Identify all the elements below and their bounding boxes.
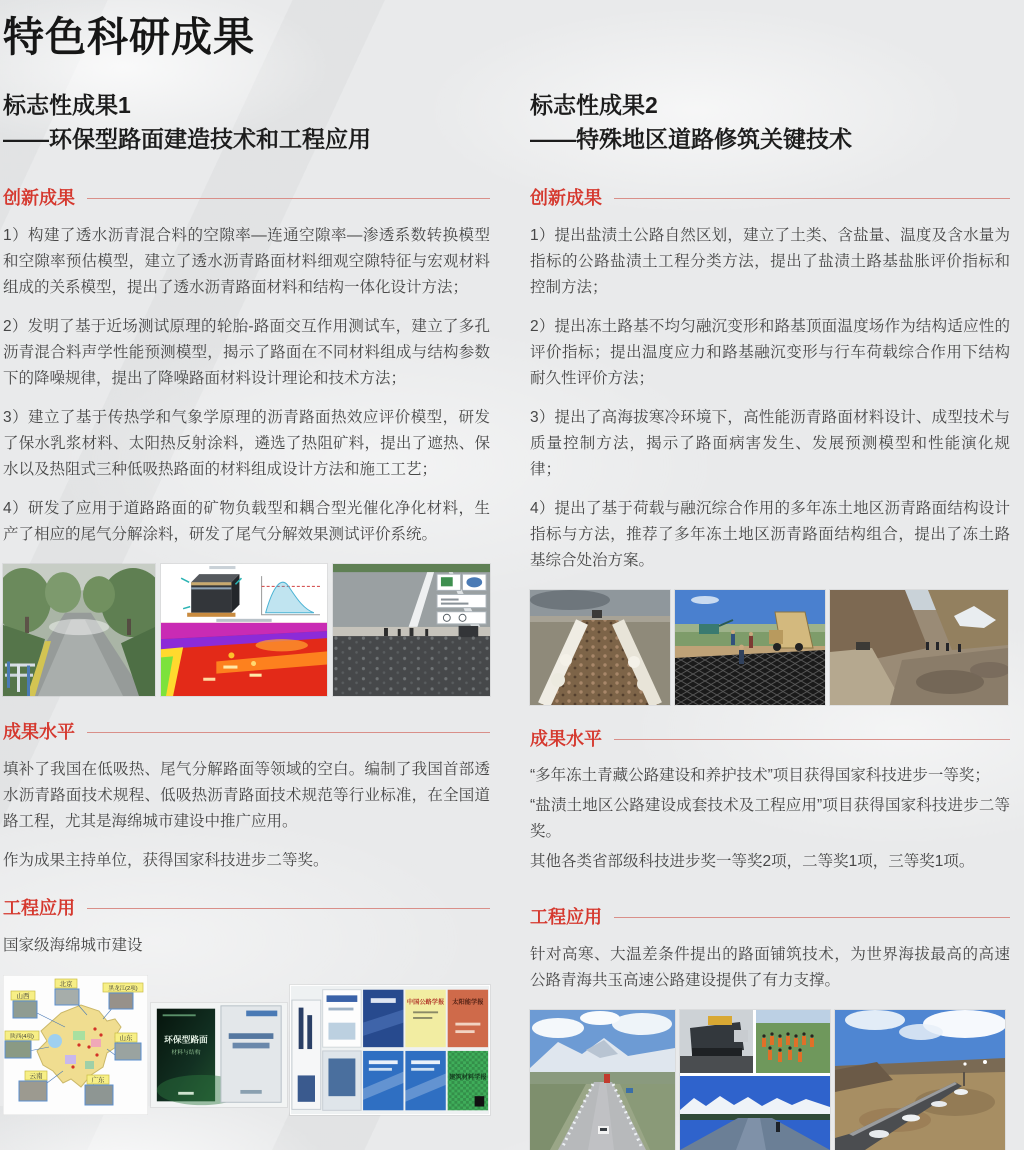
level1-paragraph-2: 作为成果主持单位，获得国家科技进步二等奖。	[3, 852, 329, 869]
svg-text:太阳能学报: 太阳能学报	[452, 998, 484, 1006]
photo-technical-books	[151, 1003, 287, 1107]
map-callout-beijing	[55, 979, 79, 1005]
photo-plateau-road	[835, 1010, 1005, 1150]
innovation2-paragraph-1: 1）提出盐渍土公路自然区划，建立了土类、含盐量、温度及含水量为指标的公路盐渍土工程分类方法，提出了盐渍土路基盐胀评价指标和控制方法；	[530, 227, 1010, 296]
application2-paragraph-1: 针对高寒、大温差条件提出的路面铺筑技术，为世界海拔最高的高速公路青海共玉高速公路建设提供了有力支撑。	[530, 946, 1010, 989]
photo-journal-covers-collage	[290, 985, 490, 1115]
map-callout-guangdong	[85, 1075, 113, 1105]
svg-text:环保型路面: 环保型路面	[164, 1034, 208, 1045]
photo-mountain-valley-road	[830, 590, 1008, 705]
level-section-label-1: 成果水平	[3, 720, 490, 744]
achievement1-title: 标志性成果1	[3, 92, 131, 118]
level2-paragraph-1: “多年冻土青藏公路建设和养护技术”项目获得国家科技进步一等奖；	[530, 767, 990, 784]
svg-text:黑龙江(2项): 黑龙江(2项)	[108, 986, 138, 992]
achievement1-innovation-photos	[3, 564, 490, 696]
svg-text:北京: 北京	[59, 981, 73, 988]
innovation1-paragraph-1: 1）构建了透水沥青混合料的空隙率—连通空隙率—渗透系数转换模型和空隙率预估模型，建立了透水沥青路面材料细观空隙特征与宏观材料组成的关系模型，提出了透水沥青路面材料和结构一体化设计方法；	[3, 227, 490, 296]
photo-permeable-pavement-park-road	[3, 564, 155, 696]
svg-text:中国公路学报: 中国公路学报	[406, 998, 445, 1006]
achievement2-title: 标志性成果2	[530, 92, 658, 118]
svg-text:山西: 山西	[16, 993, 30, 1000]
achievement-column-1	[3, 88, 490, 1150]
achievement2-subtitle: ——特殊地区道路修筑关键技术	[530, 126, 852, 152]
svg-text:建筑材料学报: 建筑材料学报	[449, 1074, 487, 1082]
svg-text:广东: 广东	[91, 1077, 105, 1084]
innovation1-paragraph-2: 2）发明了基于近场测试原理的轮胎-路面交互作用测试车，建立了多孔沥青混合料声学性能预测模型，揭示了路面在不同材料组成与结构参数下的降噪规律，提出了降噪路面材料设计理论和技术方法；	[3, 318, 490, 387]
photo-geocell-construction	[675, 590, 825, 705]
svg-text:云南: 云南	[29, 1073, 43, 1080]
photo-thermal-analysis-diagram	[161, 564, 327, 696]
innovation-section-label-1: 创新成果	[3, 186, 490, 210]
achievement1-subtitle: ——环保型路面建造技术和工程应用	[3, 126, 371, 152]
photo-low-noise-asphalt-road	[333, 564, 490, 696]
application1-paragraph-1: 国家级海绵城市建设	[3, 937, 143, 954]
achievement-column-2	[530, 88, 1010, 1150]
page-title: 特色科研成果	[3, 14, 255, 60]
achievement2-innovation-photos	[530, 590, 1010, 705]
level1-paragraph-1: 填补了我国在低吸热、尾气分解路面等领域的空白。编制了我国首部透水沥青路面技术规程、低吸热沥青路面技术规范等行业标准，在全国道路工程，尤其是海绵城市建设中推广应用。	[3, 761, 490, 830]
svg-text:山东: 山东	[119, 1035, 133, 1042]
svg-text:材料与结构: 材料与结构	[171, 1050, 201, 1057]
svg-text:陕西(4项): 陕西(4项)	[10, 1034, 34, 1040]
photo-china-application-map	[3, 975, 148, 1115]
level-section-label-2: 成果水平	[530, 727, 1010, 751]
achievement2-application-photos	[530, 1010, 1010, 1150]
innovation-section-label-2: 创新成果	[530, 186, 1010, 210]
map-callout-shandong	[115, 1033, 141, 1060]
photo-gravel-embankment	[530, 590, 670, 705]
level2-paragraph-3: 其他各类省部级科技进步奖一等奖2项，二等奖1项，三等奖1项。	[530, 853, 975, 870]
map-callout-shanxi	[11, 991, 37, 1018]
achievement2-heading-block	[530, 88, 1010, 156]
innovation2-paragraph-3: 3）提出了高海拔寒冷环境下，高性能沥青路面材料设计、成型技术与质量控制方法，揭示了路面病害发生、发展预测模型和性能演化规律；	[530, 409, 1010, 478]
level2-paragraph-2: “盐渍土地区公路建设成套技术及工程应用”项目获得国家科技进步二等奖。	[530, 797, 1010, 840]
two-column-layout	[3, 88, 1010, 1150]
innovation2-paragraph-2: 2）提出冻土路基不均匀融沉变形和路基顶面温度场作为结构适应性的评价指标；提出温度应力和路基融沉变形与行车荷载综合作用下结构耐久性评价方法；	[530, 318, 1010, 387]
application-section-label-2: 工程应用	[530, 905, 1010, 929]
photo-paving-team-collage	[680, 1010, 830, 1150]
innovation1-paragraph-3: 3）建立了基于传热学和气象学原理的沥青路面热效应评价模型，研发了保水乳浆材料、太阳热反射涂料，遴选了热阻矿料，提出了遮热、保水以及热阻式三种低吸热路面的材料组成设计方法和施工工艺；	[3, 409, 490, 478]
application-section-label-1: 工程应用	[3, 896, 490, 920]
achievement1-heading-block	[3, 88, 490, 156]
innovation2-paragraph-4: 4）提出了基于荷载与融沉综合作用的多年冻土地区沥青路面结构设计指标与方法，推荐了多年冻土地区沥青路面结构组合，提出了冻土路基综合处治方案。	[530, 500, 1010, 569]
achievement1-application-photos	[3, 975, 490, 1115]
photo-highway-to-snow-mountains	[530, 1010, 675, 1150]
innovation1-paragraph-4: 4）研发了应用于道路路面的矿物负载型和耦合型光催化净化材料，生产了相应的尾气分解涂料，研发了尾气分解效果测试评价系统。	[3, 500, 490, 543]
